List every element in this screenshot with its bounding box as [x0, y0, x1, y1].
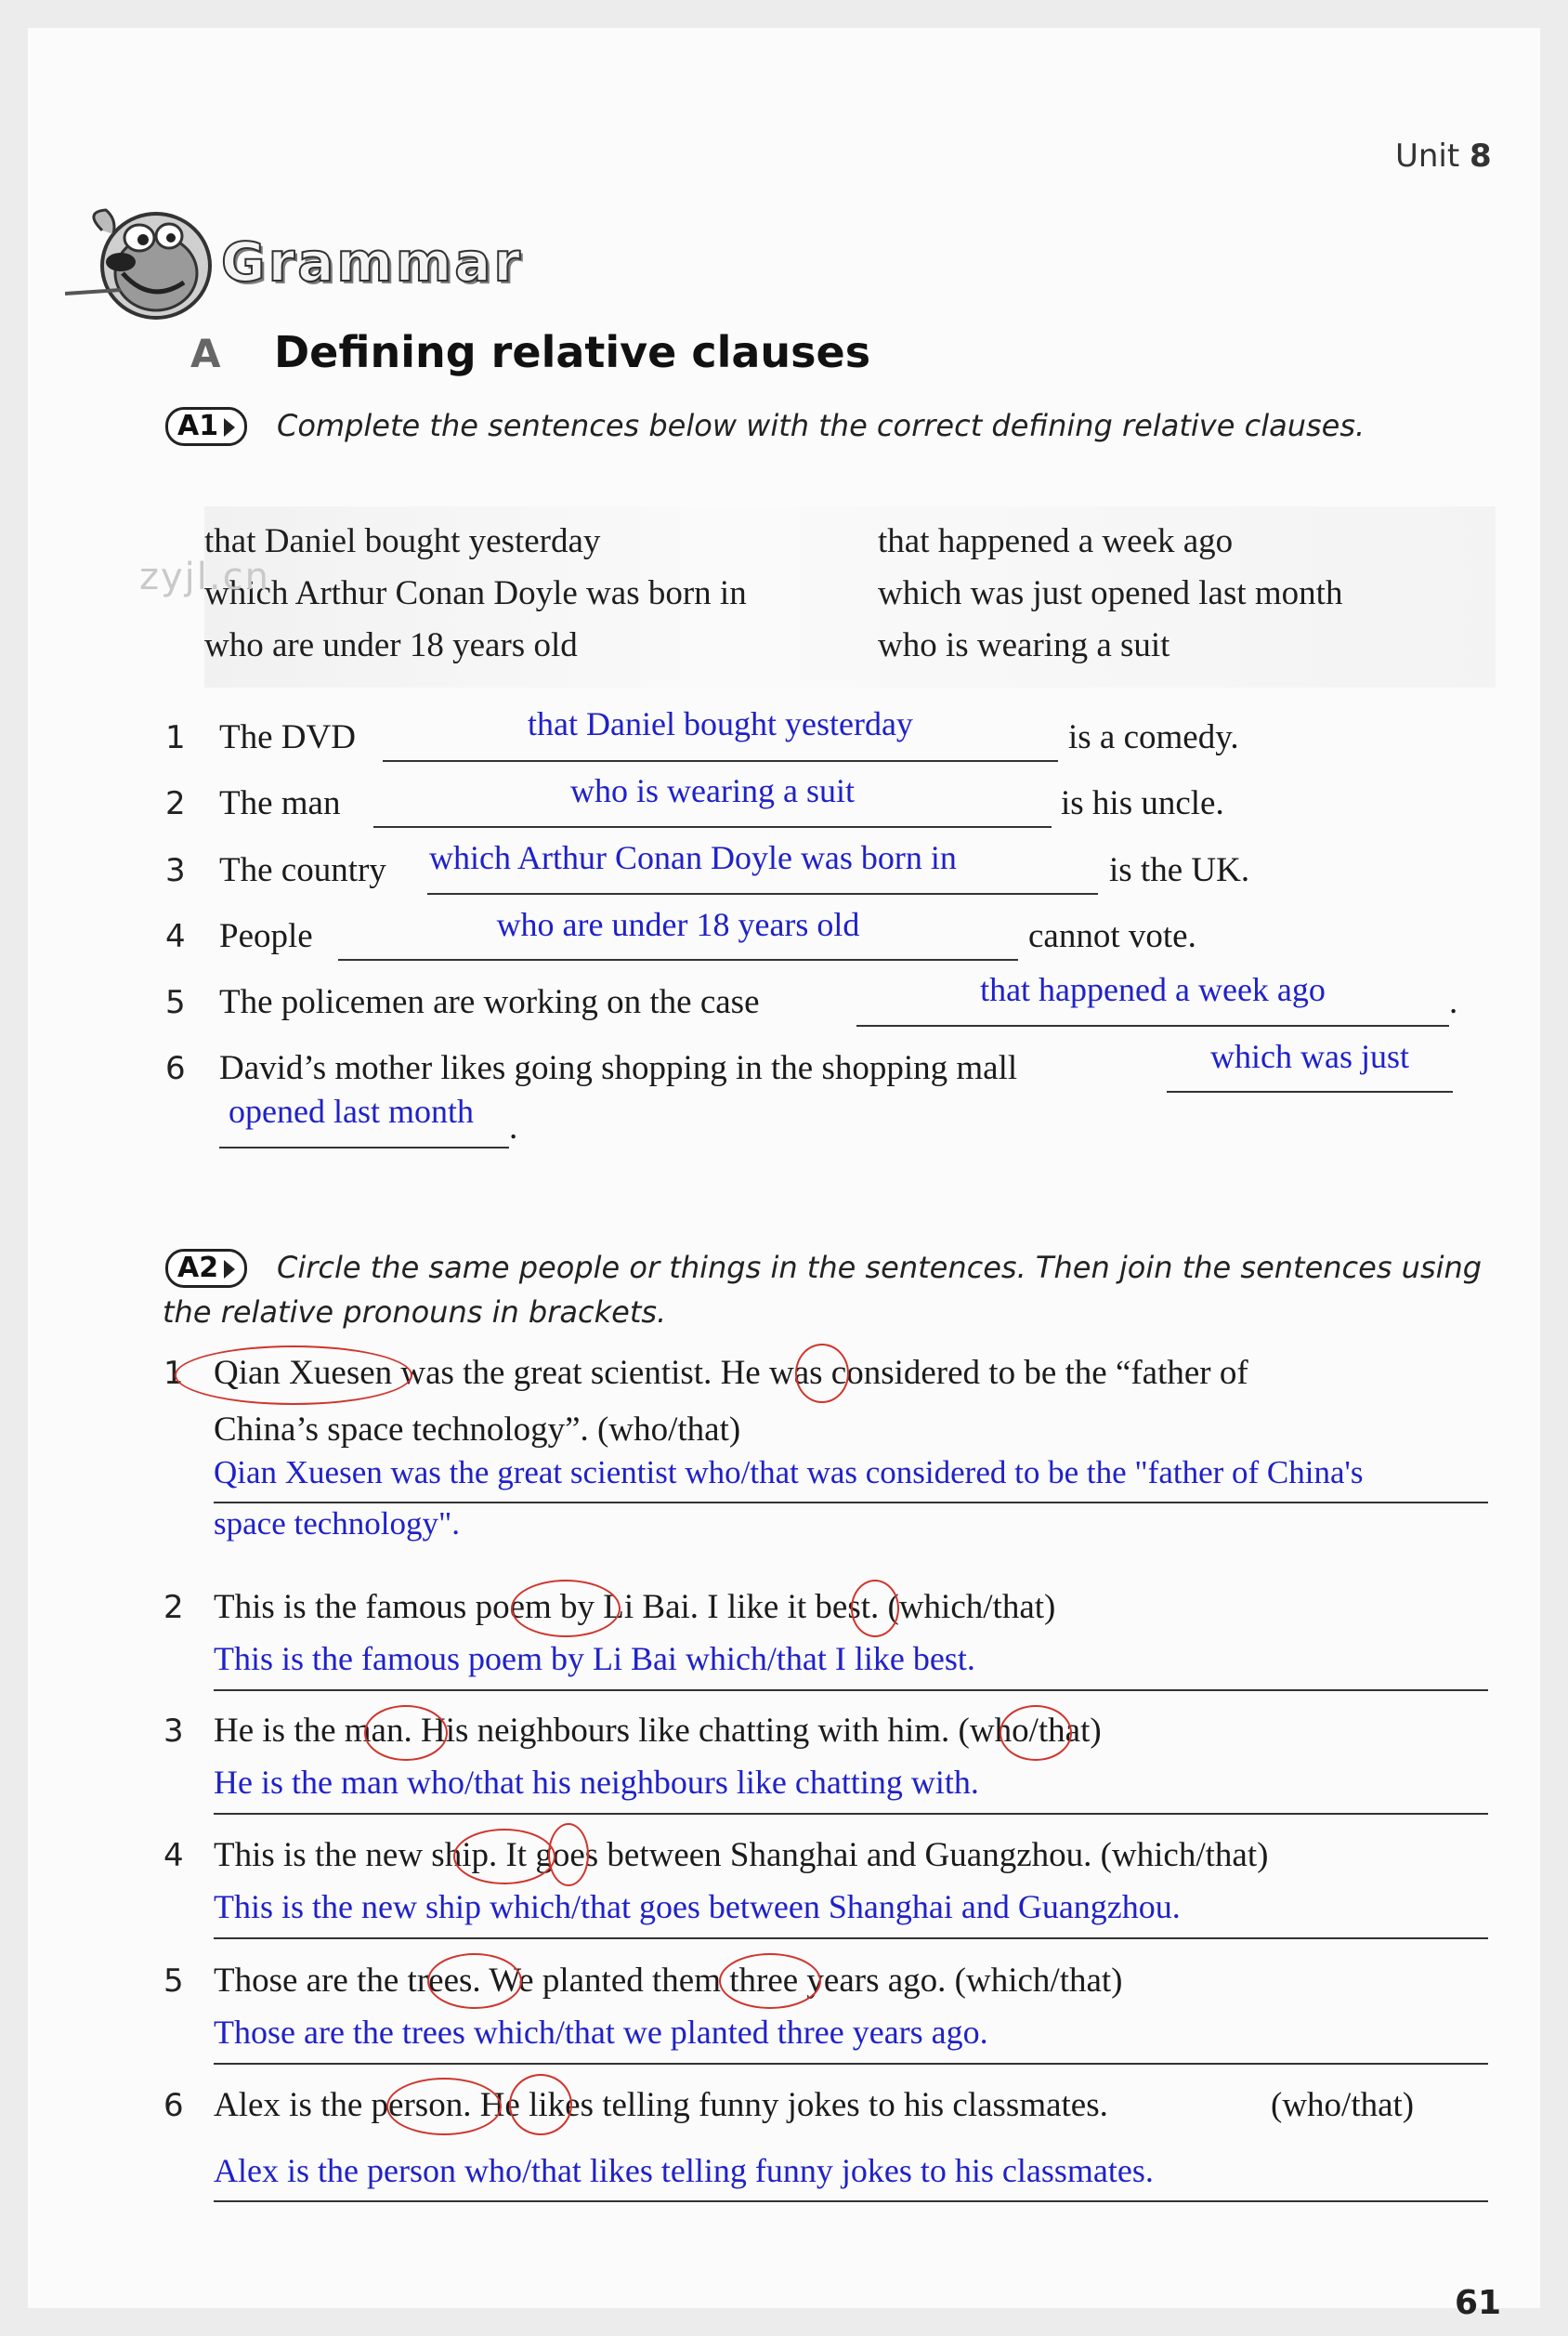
sentence-start: The policemen are working on the case	[219, 983, 760, 1021]
answer-blank	[219, 1147, 509, 1148]
handwritten-answer: that Daniel bought yesterday	[528, 705, 913, 742]
word-box-left-column	[204, 516, 747, 672]
handwritten-answer: who is wearing a suit	[570, 772, 855, 809]
answer-circle	[386, 2078, 502, 2135]
word-box-right-column	[878, 516, 1342, 672]
section-title: Defining relative clauses	[274, 327, 871, 377]
answer-circle	[453, 1829, 555, 1884]
a2-instruction-line2: the relative pronouns in brackets.	[163, 1294, 667, 1330]
handwritten-answer: Alex is the person who/that likes telling funny jokes to his classmates.	[214, 2152, 1154, 2189]
answer-blank	[1167, 1091, 1453, 1093]
answer-blank	[214, 2063, 1488, 2065]
answer-blank	[214, 1502, 1488, 1503]
question-sentence: This is the new ship. It goes between Shanghai and Guangzhou. (which/that)	[214, 1836, 1269, 1874]
question-sentence: Alex is the person. He likes telling funny jokes to his classmates.	[214, 2086, 1108, 2124]
handwritten-answer: that happened a week ago	[980, 971, 1326, 1008]
question-sentence: China’s space technology”. (who/that)	[214, 1411, 741, 1449]
section-letter: A	[190, 331, 221, 376]
a2-instruction-line1: Circle the same people or things in the sentences. Then join the sentences using	[277, 1250, 1483, 1285]
handwritten-answer: which was just	[1210, 1038, 1409, 1075]
sentence-end: cannot vote.	[1028, 917, 1196, 955]
answer-circle	[719, 1953, 821, 2009]
answer-circle	[511, 1580, 621, 1637]
dog-mascot-icon	[65, 193, 223, 323]
word-box-option: which Arthur Conan Doyle was born in	[204, 574, 747, 612]
unit-label: Unit 8	[1395, 138, 1492, 175]
question-sentence: Qian Xuesen was the great scientist. He was considered to be the “father of	[214, 1354, 1248, 1392]
sentence-end: is his uncle.	[1061, 784, 1224, 822]
question-sentence: This is the famous poem by Li Bai. I like it best. (which/that)	[214, 1588, 1056, 1626]
answer-circle	[364, 1705, 448, 1761]
workbook-page	[28, 28, 1540, 2322]
question-number: 5	[165, 984, 186, 1021]
answer-circle	[509, 2074, 572, 2135]
answer-circle	[851, 1580, 899, 1637]
word-box-option: who are under 18 years old	[204, 626, 578, 664]
question-number: 4	[163, 1837, 184, 1874]
sentence-end: .	[1449, 983, 1458, 1021]
word-box-option: who is wearing a suit	[878, 626, 1170, 664]
a1-instruction: Complete the sentences below with the correct defining relative clauses.	[277, 408, 1365, 443]
question-number: 6	[165, 1050, 186, 1087]
play-triangle-icon	[224, 1260, 235, 1279]
sentence-start: The man	[219, 784, 341, 822]
answer-circle	[175, 1345, 412, 1405]
handwritten-answer: who are under 18 years old	[496, 906, 860, 943]
handwritten-answer: This is the new ship which/that goes between Shanghai and Guangzhou.	[214, 1888, 1181, 1925]
handwritten-answer: which Arthur Conan Doyle was born in	[429, 839, 957, 876]
handwritten-answer: Those are the trees which/that we planted three years ago.	[214, 2014, 988, 2051]
watermark: zyjl.cn	[139, 556, 270, 598]
question-number: 2	[165, 785, 186, 822]
handwritten-answer: He is the man who/that his neighbours like chatting with.	[214, 1764, 979, 1801]
handwritten-answer: This is the famous poem by Li Bai which/that I like best.	[214, 1640, 975, 1677]
answer-blank	[856, 1025, 1449, 1027]
sentence-end: is a comedy.	[1068, 718, 1239, 756]
handwritten-answer: opened last month	[229, 1093, 474, 1130]
handwritten-answer: Qian Xuesen was the great scientist who/that was considered to be the "father of China's	[214, 1454, 1364, 1490]
word-box-option: that Daniel bought yesterday	[204, 522, 601, 560]
answer-blank	[338, 959, 1018, 961]
exercise-badge-a1: A1	[165, 407, 247, 446]
question-number: 1	[163, 1355, 184, 1392]
word-box	[204, 506, 1496, 688]
sentence-end: .	[509, 1109, 518, 1147]
word-box-option: that happened a week ago	[878, 522, 1234, 560]
answer-blank	[214, 1813, 1488, 1815]
play-triangle-icon	[224, 418, 235, 437]
question-number: 6	[163, 2087, 184, 2124]
page-number: 61	[1455, 2284, 1502, 2322]
section-banner: Grammar	[221, 230, 523, 294]
exercise-badge-a2: A2	[165, 1249, 247, 1288]
answer-circle	[1000, 1705, 1072, 1761]
sentence-start: People	[219, 917, 313, 955]
question-sentence: Those are the trees. We planted them three years ago. (which/that)	[214, 1962, 1123, 2000]
question-number: 3	[163, 1713, 184, 1750]
answer-blank	[383, 760, 1058, 762]
question-number: 4	[165, 918, 186, 955]
answer-blank	[214, 2200, 1488, 2202]
sentence-start: David’s mother likes going shopping in the shopping mall	[219, 1049, 1018, 1087]
answer-blank	[427, 893, 1098, 895]
sentence-start: The DVD	[219, 718, 356, 756]
answer-circle	[427, 1953, 522, 2009]
question-number: 2	[163, 1589, 184, 1626]
answer-blank	[214, 1689, 1488, 1691]
answer-circle	[795, 1344, 849, 1403]
answer-blank	[373, 826, 1052, 828]
sentence-start: The country	[219, 851, 386, 889]
sentence-end: is the UK.	[1109, 851, 1250, 889]
bracket-hint: (who/that)	[1271, 2086, 1415, 2124]
question-sentence: He is the man. His neighbours like chatting with him. (who/that)	[214, 1712, 1102, 1750]
question-number: 5	[163, 1962, 184, 2000]
answer-circle	[548, 1823, 589, 1886]
answer-blank	[214, 1937, 1488, 1939]
word-box-option: which was just opened last month	[878, 574, 1343, 612]
question-number: 3	[165, 852, 186, 889]
question-number: 1	[165, 719, 186, 756]
handwritten-answer: space technology".	[214, 1505, 461, 1542]
